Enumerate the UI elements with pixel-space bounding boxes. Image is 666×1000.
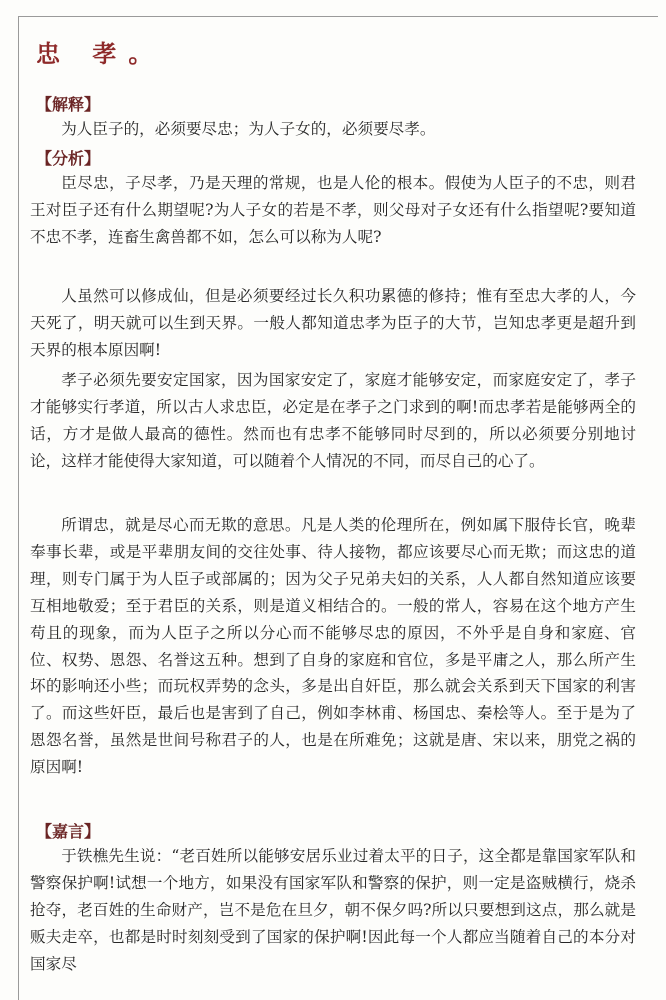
page-border-top <box>18 16 658 17</box>
section-heading-fenxi: 【分析】 <box>36 149 101 168</box>
page-border-left <box>18 16 19 1000</box>
section-heading-jiayan: 【嘉言】 <box>36 822 101 841</box>
paragraph-fenxi-3: 孝子必须先要安定国家，因为国家安定了，家庭才能够安定，而家庭安定了，孝子才能够实行孝道，所以古人求忠臣，必定是在孝子之门求到的啊!而忠孝若是能够两全的话，方才是做人最高的德性。然而也有忠孝不能够同时尽到的，所以必须要分别地讨论，这样才能使得大家知道，可以随着个人情况的不同，而尽自己的心了。 <box>30 371 636 470</box>
page-title: 忠 孝。 <box>36 39 165 68</box>
section-heading-jieshi: 【解释】 <box>36 95 101 114</box>
paragraph-jiayan-1: 于铁樵先生说：“老百姓所以能够安居乐业过着太平的日子，这全都是靠国家军队和警察保护啊!试想一个地方，如果没有国家军队和警察的保护，则一定是盗贼横行，烧杀抢夺，老百姓的生命财产，岂不是危在旦夕，朝不保夕吗?所以只要想到这点，那么就是贩夫走卒，也都是时时刻刻受到了国家的保护啊!因此每一个人都应当随着自己的本分对国家尽 <box>30 847 636 973</box>
paragraph-fenxi-2: 人虽然可以修成仙，但是必须要经过长久积功累德的修持；惟有至忠大孝的人，今天死了，明天就可以生到天界。一般人都知道忠孝为臣子的大节，岂知忠孝更是超升到天界的根本原因啊! <box>30 287 636 359</box>
paragraph-fenxi-1: 臣尽忠，子尽孝，乃是天理的常规，也是人伦的根本。假使为人臣子的不忠，则君王对臣子还有什么期望呢?为人子女的若是不孝，则父母对子女还有什么指望呢?要知道不忠不孝，连畜生禽兽都不如，怎么可以称为人呢? <box>30 174 636 246</box>
paragraph-jieshi-1: 为人臣子的，必须要尽忠；为人子女的，必须要尽孝。 <box>61 120 436 138</box>
paragraph-fenxi-4: 所谓忠，就是尽心而无欺的意思。凡是人类的伦理所在，例如属下服侍长官，晚辈奉事长辈，或是平辈朋友间的交往处事、待人接物，都应该要尽心而无欺；而这忠的道理，则专门属于为人臣子或部属的；因为父子兄弟夫妇的关系，人人都自然知道应该要互相地敬爱；至于君臣的关系，则是道义相结合的。一般的常人，容易在这个地方产生苟且的现象，而为人臣子之所以分心而不能够尽忠的原因，不外乎是自身和家庭、官位、权势、恩怨、名誉这五种。想到了自身的家庭和官位，多是平庸之人，那么所产生坏的影响还小些；而玩权弄势的念头，多是出自奸臣，那么就会关系到天下国家的利害了。而这些奸臣，最后也是害到了自己，例如李林甫、杨国忠、秦桧等人。至于是为了恩怨名誉，虽然是世间号称君子的人，也是在所难免；这就是唐、宋以来，朋党之祸的原因啊! <box>30 516 636 777</box>
